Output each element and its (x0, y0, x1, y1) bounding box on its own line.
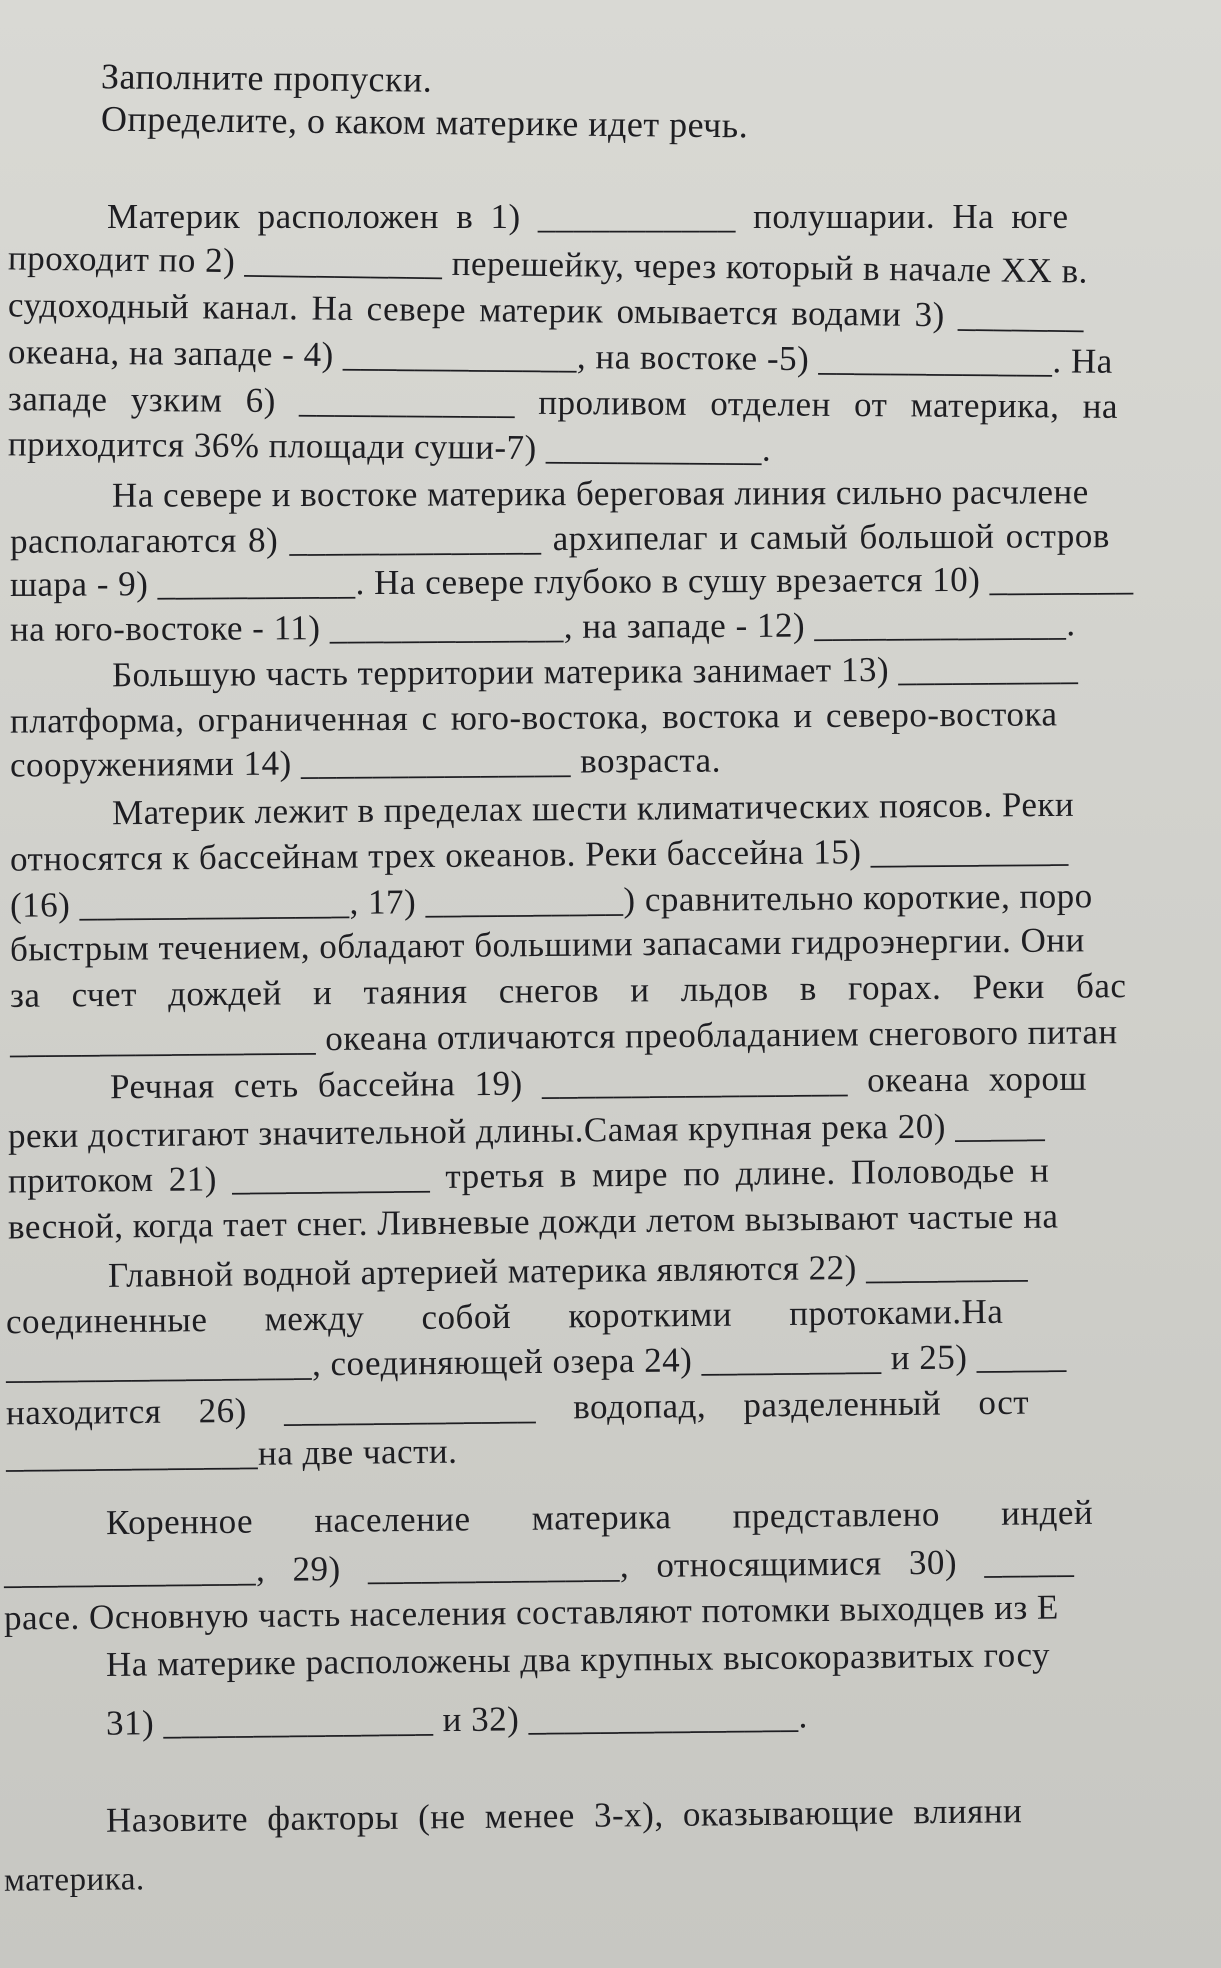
text-line: Материк лежит в пределах шести климатических поясов. Реки (111, 784, 1075, 833)
text-line: шара - 9) ___________. На севере глубоко в сушу врезается 10) ________ (9, 559, 1134, 604)
text-line: _________________, соединяющей озера 24) __________ и 25) _____ (5, 1336, 1067, 1387)
text-line: приходится 36% площади суши-7) ____________. (7, 424, 772, 469)
text-line: проходит по 2) ___________ перешейку, через который в начале XX в. (7, 238, 1089, 291)
text-line: быстрым течением, обладают большими запасами гидроэнергии. Они (9, 920, 1085, 969)
text-line: за счет дождей и таяния снегов и льдов в горах. Реки бас (9, 966, 1127, 1015)
text-line: На севере и востоке материка береговая линия сильно расчлене (111, 472, 1089, 515)
text-line: сооружениями 14) _______________ возраста. (9, 740, 722, 785)
text-line: материка. (3, 1861, 145, 1899)
text-line: притоком 21) ___________ третья в мире по длине. Половодье н (7, 1150, 1050, 1201)
text-line: _________________ океана отличаются преобладанием снегового питан (9, 1012, 1118, 1061)
text-line: платформа, ограниченная с юго-востока, востока и северо-востока (9, 694, 1058, 741)
text-line: ______________на две части. (5, 1431, 458, 1476)
text-line: расе. Основную часть населения составляют потомки выходцев из Е (3, 1587, 1060, 1638)
text-line: реки достигают значительной длины.Самая крупная река 20) _____ (7, 1105, 1046, 1156)
text-line: Большую часть территории материка занимает 13) __________ (111, 648, 1079, 695)
text-line: океана, на западе - 4) _____________, на востоке -5) _____________. На (7, 332, 1113, 381)
text-line: (16) _______________, 17) ___________) сравнительно короткие, поро (9, 876, 1093, 925)
text-line: Речная сеть бассейна 19) _________________ океана хорош (109, 1058, 1088, 1107)
text-line: 31) _______________ и 32) _______________. (105, 1696, 808, 1743)
text-line: располагаются 8) ______________ архипелаг и самый большой остров (9, 516, 1110, 561)
text-line: относятся к бассейнам трех океанов. Реки бассейна 15) ___________ (9, 830, 1069, 879)
worksheet-title: Заполните пропуски. (100, 56, 433, 100)
text-line: Коренное население материка представлено индей (105, 1492, 1094, 1543)
text-line: весной, когда тает снег. Ливневые дожди летом вызывают частые на (7, 1196, 1059, 1247)
text-line: на юго-востоке - 11) _____________, на западе - 12) ______________. (9, 604, 1076, 649)
text-line: ______________, 29) ______________, относящимися 30) _____ (3, 1541, 1075, 1592)
text-line: Назовите факторы (не менее 3-х), оказывающие влияни (105, 1791, 1023, 1840)
text-line: находится 26) ______________ водопад, разделенный ост (5, 1382, 1030, 1433)
text-line: соединенные между собой короткими протоками.На (5, 1291, 1004, 1342)
text-line: западе узким 6) ____________ проливом отделен от материка, на (7, 379, 1119, 426)
text-line: Главной водной артерией материка являются 22) _________ (107, 1246, 1029, 1295)
worksheet-instruction: Определите, о каком материке идет речь. (100, 98, 749, 146)
text-line: судоходный канал. На севере материк омывается водами 3) _______ (7, 285, 1085, 336)
text-line: На материке расположены два крупных высокоразвитых госу (105, 1635, 1051, 1684)
text-line: Материк расположен в 1) ___________ полушарии. На юге (107, 197, 1069, 236)
